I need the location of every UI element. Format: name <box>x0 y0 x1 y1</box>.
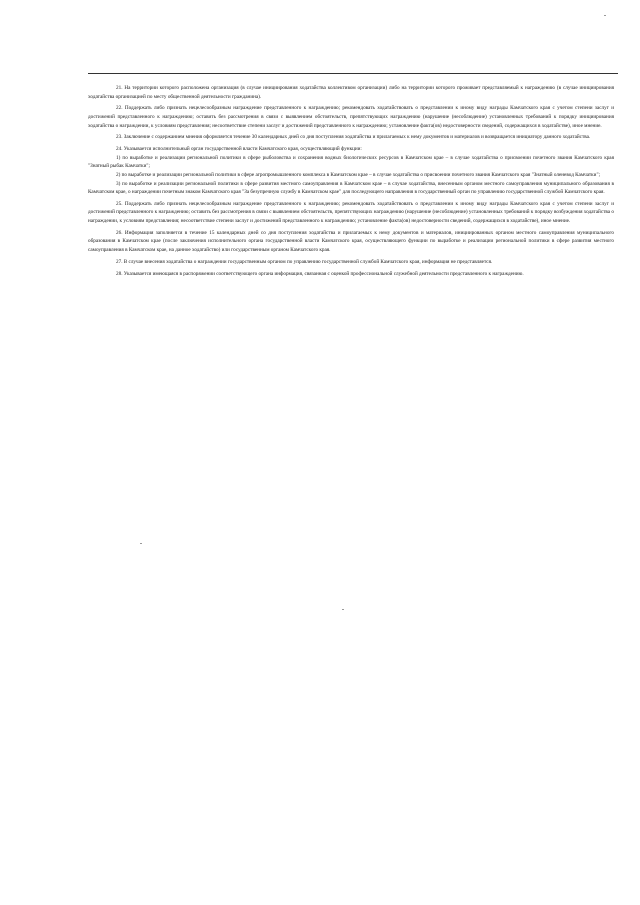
paragraph-24-item-2: 2) по выработке и реализации региональной политики в сфере агропромышленного комплекса в Камчатском крае – в случае ходатайства о присвоении почетного звания Камчатского края "Знатный оленевод Камчатки"; <box>116 171 601 178</box>
paragraph-21: 21. На территории которого расположена организация (в случае инициирования ходатайства коллективом организации) либо на территории которого проживает представляемый к награждению (в случае инициирования ходатайства организацией по месту общественной деятельности гражданина). <box>88 85 614 100</box>
paragraph-24: 24. Указывается исполнительный орган государственной власти Камчатского края, осуществляющий функции: <box>116 146 362 153</box>
scan-speck <box>342 609 344 610</box>
paragraph-24-item-3: 3) по выработке и реализации региональной политики в сфере развития местного самоуправления в Камчатском крае – в случае ходатайства, внесенным органом местного самоуправления муниципального образования в Камчатском крае, о награждении почетным знаком Камчатского края "За безупречную службу в Камчатском крае" для последующего направления в государственный орган по управлению государственной службой Камчатского края. <box>88 180 614 196</box>
scan-speck <box>140 543 142 544</box>
paragraph-28: 28. Указывается имеющаяся в распоряжении соответствующего органа информация, связанная с оценкой профессиональной служебной деятельности представленного к награждению. <box>116 270 524 277</box>
paragraph-26: 26. Информация заполняется в течение 15 календарных дней со дня поступления ходатайства и прилагаемых к нему документов и материалов, инициированных органом местного самоуправления муниципального образования в Камчатском крае (после заключения исполнительного органа государственной власти Камчатского края, осуществляющего функции по выработке и реализации региональной политики в сфере развития местного самоуправления в Камчатском крае, на данное ходатайство) или государственным органом Камчатского края. <box>88 229 614 254</box>
document-body <box>88 84 614 281</box>
paragraph-27: 27. В случае внесения ходатайства о награждении государственным органом по управлению государственной службой Камчатского края, информация не представляется. <box>116 258 493 265</box>
header-rule <box>88 73 618 74</box>
paragraph-22: 22. Поддержать либо признать нецелесообразным награждение представленного к награждению; рекомендовать ходатайствовать о представлении к иному виду награды Камчатского края с учетом степени заслуг и достижений представленного к награждению; оставить без рассмотрения в связи с выявлением обстоятельств, препятствующих награждению (нарушение (несоблюдение) установленных требований к порядку инициирования ходатайства о награждении, к условиям представления; несоответствие степени заслуг и достижений представленного к награждению; установление факта(ов) недостоверности сведений, содержащихся в ходатайстве), иное мнение. <box>88 105 614 129</box>
paragraph-24-item-1: 1) по выработке и реализации региональной политики в сфере рыболовства и сохранения водных биологических ресурсов в Камчатском крае – в случае ходатайства о присвоении почетного звания Камчатского края "Знатный рыбак Камчатки"; <box>88 154 614 170</box>
scan-speck <box>604 15 606 16</box>
paragraph-25: 25. Поддержать либо признать нецелесообразным награждение представленного к награждению; рекомендовать ходатайствовать о представлении к иному виду награды Камчатского края с учетом степени заслуг и достижений представленного к награждению; оставить без рассмотрения в связи с выявлением обстоятельств, препятствующих награждению (нарушение (несоблюдение) установленных требований к порядку возбуждения ходатайства о награждении, к условиям представления; несоответствие степени заслуг и достижений представленного к награждению; установление факта(ов) недостоверности сведений, содержащихся в ходатайстве), иное мнение. <box>88 200 614 225</box>
paragraph-23: 23. Заключение с содержанием мнения оформляется течение 30 календарных дней со дня поступления ходатайства и прилагаемых к нему документов и материалов и возвращается инициатору данного ходатайства. <box>116 134 591 141</box>
